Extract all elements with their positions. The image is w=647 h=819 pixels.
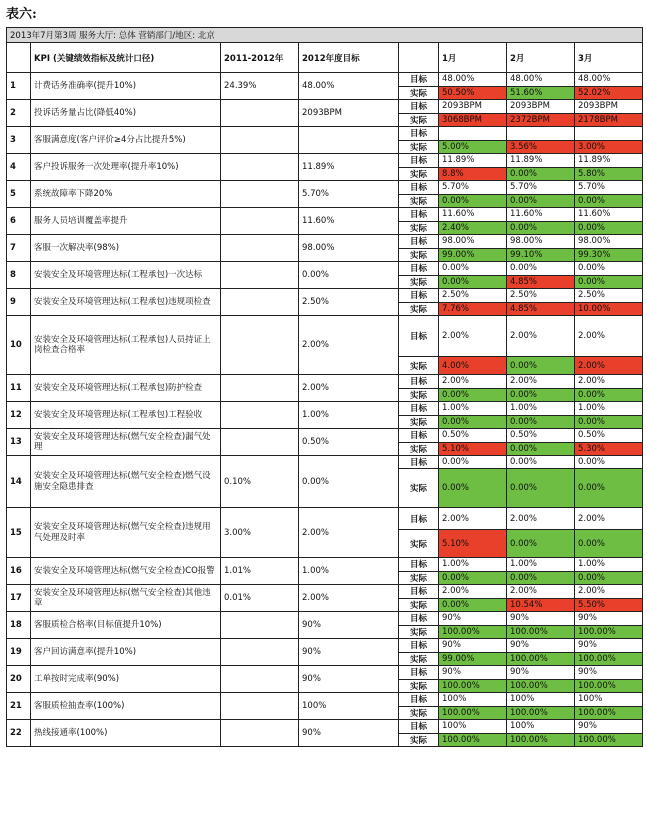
- kind-target-label: 目标: [399, 208, 439, 222]
- kpi-name: 安装安全及环境管理达标(燃气安全检查)违规用气处理及时率: [31, 508, 221, 558]
- kpi-seq: 10: [7, 316, 31, 375]
- kpi-target-2012: 11.60%: [299, 208, 399, 235]
- kpi-seq: 7: [7, 235, 31, 262]
- actual-month-1: 50.50%: [439, 86, 507, 100]
- actual-month-2: 0.00%: [507, 167, 575, 181]
- kpi-target-2012: 0.00%: [299, 262, 399, 289]
- actual-month-2: 3.56%: [507, 140, 575, 154]
- kpi-name: 热线接通率(100%): [31, 720, 221, 747]
- actual-month-2: 4.85%: [507, 302, 575, 316]
- kind-target-label: 目标: [399, 612, 439, 626]
- table-row: [7, 73, 643, 87]
- kpi-name: 工单按时完成率(90%): [31, 666, 221, 693]
- header-metric: KPI (关键绩效指标及统计口径): [31, 43, 221, 73]
- kind-actual-label: 实际: [399, 530, 439, 558]
- kpi-seq: 11: [7, 375, 31, 402]
- target-month-3: 98.00%: [575, 235, 643, 249]
- kind-target-label: 目标: [399, 127, 439, 141]
- kpi-target-2012: 11.89%: [299, 154, 399, 181]
- kpi-seq: 17: [7, 585, 31, 612]
- target-month-1: 2.00%: [439, 508, 507, 530]
- kpi-seq: 12: [7, 402, 31, 429]
- kind-target-label: 目标: [399, 235, 439, 249]
- actual-month-1: 5.10%: [439, 442, 507, 456]
- actual-month-2: 0.00%: [507, 221, 575, 235]
- target-month-2: 5.70%: [507, 181, 575, 195]
- kind-actual-label: 实际: [399, 167, 439, 181]
- kpi-seq: 9: [7, 289, 31, 316]
- kpi-seq: 1: [7, 73, 31, 100]
- actual-month-3: 5.30%: [575, 442, 643, 456]
- actual-month-3: 10.00%: [575, 302, 643, 316]
- table-row: [7, 375, 643, 389]
- kpi-target-2012: 2.00%: [299, 585, 399, 612]
- kpi-name: 安装安全及环境管理达标(工程承包)工程验收: [31, 402, 221, 429]
- target-month-3: 2.00%: [575, 316, 643, 357]
- target-month-1: 0.50%: [439, 429, 507, 443]
- target-month-3: 0.50%: [575, 429, 643, 443]
- target-month-2: 100%: [507, 720, 575, 734]
- table-caption: 表六:: [6, 7, 37, 22]
- kind-actual-label: 实际: [399, 302, 439, 316]
- kind-target-label: 目标: [399, 720, 439, 734]
- actual-month-1: 100.00%: [439, 625, 507, 639]
- kpi-target-2012: [299, 127, 399, 154]
- target-month-1: 2.00%: [439, 585, 507, 599]
- kind-actual-label: 实际: [399, 625, 439, 639]
- target-month-3: 1.00%: [575, 402, 643, 416]
- target-month-3: 11.89%: [575, 154, 643, 168]
- kpi-target-2012: 90%: [299, 666, 399, 693]
- target-month-3: 2.00%: [575, 375, 643, 389]
- kpi-base: 0.10%: [221, 456, 299, 508]
- table-row: [7, 693, 643, 707]
- actual-month-2: 10.54%: [507, 598, 575, 612]
- actual-month-3: 100.00%: [575, 652, 643, 666]
- kpi-name: 系统故障率下降20%: [31, 181, 221, 208]
- kpi-seq: 8: [7, 262, 31, 289]
- header-base: 2011-2012年: [221, 43, 299, 73]
- actual-month-3: 0.00%: [575, 469, 643, 508]
- target-month-1: 100%: [439, 693, 507, 707]
- target-month-2: 1.00%: [507, 558, 575, 572]
- table-row: [7, 666, 643, 680]
- header-month-3: 3月: [575, 43, 643, 73]
- actual-month-2: 0.00%: [507, 388, 575, 402]
- kind-target-label: 目标: [399, 402, 439, 416]
- kind-actual-label: 实际: [399, 733, 439, 747]
- kpi-seq: 20: [7, 666, 31, 693]
- table-row: [7, 154, 643, 168]
- kpi-target-2012: 98.00%: [299, 235, 399, 262]
- target-month-3: 11.60%: [575, 208, 643, 222]
- actual-month-2: 100.00%: [507, 706, 575, 720]
- kind-actual-label: 实际: [399, 140, 439, 154]
- actual-month-2: 0.00%: [507, 442, 575, 456]
- target-month-1: 2.00%: [439, 316, 507, 357]
- target-month-3: 0.00%: [575, 456, 643, 469]
- kpi-target-2012: 48.00%: [299, 73, 399, 100]
- kpi-seq: 18: [7, 612, 31, 639]
- kind-target-label: 目标: [399, 181, 439, 195]
- actual-month-3: 99.30%: [575, 248, 643, 262]
- kpi-target-2012: 2.00%: [299, 316, 399, 375]
- kpi-base: [221, 316, 299, 375]
- kpi-base: 0.01%: [221, 585, 299, 612]
- actual-month-2: 2372BPM: [507, 113, 575, 127]
- target-month-3: 48.00%: [575, 73, 643, 87]
- target-month-1: 2.00%: [439, 375, 507, 389]
- actual-month-1: 8.8%: [439, 167, 507, 181]
- kind-actual-label: 实际: [399, 442, 439, 456]
- kpi-target-2012: 1.00%: [299, 402, 399, 429]
- target-month-2: 90%: [507, 639, 575, 653]
- kpi-target-2012: 0.00%: [299, 456, 399, 508]
- target-month-2: 2.00%: [507, 508, 575, 530]
- kpi-base: [221, 289, 299, 316]
- kpi-seq: 15: [7, 508, 31, 558]
- table-row: [7, 639, 643, 653]
- kpi-name: 安装安全及环境管理达标(工程承包)违规项检查: [31, 289, 221, 316]
- actual-month-1: 0.00%: [439, 388, 507, 402]
- actual-month-3: 0.00%: [575, 388, 643, 402]
- kpi-target-2012: 2.00%: [299, 375, 399, 402]
- kind-target-label: 目标: [399, 666, 439, 680]
- kpi-base: [221, 154, 299, 181]
- target-month-1: 100%: [439, 720, 507, 734]
- header-month-2: 2月: [507, 43, 575, 73]
- kpi-name: 客服满意度(客户评价≥4分占比提升5%): [31, 127, 221, 154]
- target-month-1: 90%: [439, 612, 507, 626]
- actual-month-3: 0.00%: [575, 275, 643, 289]
- kpi-base: [221, 402, 299, 429]
- kpi-target-2012: 90%: [299, 720, 399, 747]
- target-month-2: 0.00%: [507, 456, 575, 469]
- target-month-1: 2.50%: [439, 289, 507, 303]
- target-month-2: 0.00%: [507, 262, 575, 276]
- kpi-name: 客户投诉服务一次处理率(提升率10%): [31, 154, 221, 181]
- kind-actual-label: 实际: [399, 679, 439, 693]
- kpi-name: 安装安全及环境管理达标(燃气安全检查)燃气设施安全隐患排查: [31, 456, 221, 508]
- kpi-target-2012: 2.50%: [299, 289, 399, 316]
- target-month-3: 90%: [575, 612, 643, 626]
- kpi-name: 安装安全及环境管理达标(燃气安全检查)其他违章: [31, 585, 221, 612]
- target-month-2: 90%: [507, 666, 575, 680]
- kpi-target-2012: 90%: [299, 612, 399, 639]
- table-row: [7, 508, 643, 530]
- kind-target-label: 目标: [399, 558, 439, 572]
- kind-actual-label: 实际: [399, 706, 439, 720]
- kpi-base: [221, 429, 299, 456]
- target-month-2: 2.00%: [507, 585, 575, 599]
- target-month-3: 90%: [575, 666, 643, 680]
- kpi-target-2012: 2.00%: [299, 508, 399, 558]
- kind-target-label: 目标: [399, 585, 439, 599]
- table-row: [7, 235, 643, 249]
- kind-target-label: 目标: [399, 456, 439, 469]
- table-row: [7, 402, 643, 416]
- target-month-1: 2093BPM: [439, 100, 507, 114]
- table-row: [7, 429, 643, 443]
- kpi-base: [221, 693, 299, 720]
- kpi-seq: 13: [7, 429, 31, 456]
- actual-month-1: 100.00%: [439, 706, 507, 720]
- target-month-3: 1.00%: [575, 558, 643, 572]
- actual-month-3: 0.00%: [575, 221, 643, 235]
- kpi-target-2012: 0.50%: [299, 429, 399, 456]
- kind-actual-label: 实际: [399, 221, 439, 235]
- actual-month-2: 0.00%: [507, 469, 575, 508]
- kind-actual-label: 实际: [399, 248, 439, 262]
- kpi-target-2012: 90%: [299, 639, 399, 666]
- actual-month-2: 0.00%: [507, 415, 575, 429]
- actual-month-1: 2.40%: [439, 221, 507, 235]
- kpi-name: 客户回访满意率(提升10%): [31, 639, 221, 666]
- target-month-2: 2.00%: [507, 375, 575, 389]
- kind-actual-label: 实际: [399, 275, 439, 289]
- target-month-3: 100%: [575, 693, 643, 707]
- kpi-name: 客服一次解决率(98%): [31, 235, 221, 262]
- target-month-2: 2.50%: [507, 289, 575, 303]
- header-seq: [7, 43, 31, 73]
- kpi-base: [221, 666, 299, 693]
- target-month-3: [575, 127, 643, 141]
- actual-month-3: 2.00%: [575, 357, 643, 375]
- target-month-1: 0.00%: [439, 262, 507, 276]
- kpi-seq: 2: [7, 100, 31, 127]
- target-month-1: 11.89%: [439, 154, 507, 168]
- kpi-name: 安装安全及环境管理达标(燃气安全检查)漏气处理: [31, 429, 221, 456]
- actual-month-3: 100.00%: [575, 706, 643, 720]
- kpi-base: [221, 208, 299, 235]
- kind-actual-label: 实际: [399, 357, 439, 375]
- target-month-1: 90%: [439, 666, 507, 680]
- target-month-3: 2.00%: [575, 508, 643, 530]
- target-month-1: 1.00%: [439, 558, 507, 572]
- kpi-name: 客服质检合格率(目标值提升10%): [31, 612, 221, 639]
- kpi-name: 投诉话务量占比(降低40%): [31, 100, 221, 127]
- actual-month-1: 0.00%: [439, 415, 507, 429]
- kind-target-label: 目标: [399, 429, 439, 443]
- actual-month-2: 51.60%: [507, 86, 575, 100]
- kpi-table: [6, 27, 643, 747]
- kpi-target-2012: 1.00%: [299, 558, 399, 585]
- actual-month-1: 99.00%: [439, 248, 507, 262]
- actual-month-2: 0.00%: [507, 530, 575, 558]
- actual-month-2: 0.00%: [507, 194, 575, 208]
- target-month-2: 90%: [507, 612, 575, 626]
- kind-target-label: 目标: [399, 73, 439, 87]
- kpi-base: [221, 181, 299, 208]
- kpi-name: 安装安全及环境管理达标(工程承包)一次达标: [31, 262, 221, 289]
- table-row: [7, 289, 643, 303]
- actual-month-1: 4.00%: [439, 357, 507, 375]
- header-target-2012: 2012年度目标: [299, 43, 399, 73]
- target-month-2: 11.89%: [507, 154, 575, 168]
- target-month-2: [507, 127, 575, 141]
- actual-month-2: 100.00%: [507, 679, 575, 693]
- kind-actual-label: 实际: [399, 652, 439, 666]
- actual-month-3: 0.00%: [575, 415, 643, 429]
- actual-month-1: 0.00%: [439, 598, 507, 612]
- kind-target-label: 目标: [399, 154, 439, 168]
- kpi-base: [221, 100, 299, 127]
- kpi-seq: 21: [7, 693, 31, 720]
- target-month-1: 5.70%: [439, 181, 507, 195]
- target-month-1: 11.60%: [439, 208, 507, 222]
- actual-month-1: 0.00%: [439, 194, 507, 208]
- actual-month-2: 0.00%: [507, 357, 575, 375]
- kpi-name: 客服质检抽查率(100%): [31, 693, 221, 720]
- kpi-base: [221, 235, 299, 262]
- actual-month-3: 100.00%: [575, 625, 643, 639]
- kpi-seq: 5: [7, 181, 31, 208]
- target-month-3: 90%: [575, 639, 643, 653]
- table-row: [7, 720, 643, 734]
- kind-actual-label: 实际: [399, 86, 439, 100]
- actual-month-1: 3068BPM: [439, 113, 507, 127]
- table-row: [7, 127, 643, 141]
- kpi-base: [221, 639, 299, 666]
- kind-target-label: 目标: [399, 508, 439, 530]
- table-row: [7, 262, 643, 276]
- kind-target-label: 目标: [399, 693, 439, 707]
- target-month-1: 48.00%: [439, 73, 507, 87]
- kind-target-label: 目标: [399, 316, 439, 357]
- actual-month-3: 2178BPM: [575, 113, 643, 127]
- actual-month-3: 5.80%: [575, 167, 643, 181]
- header-month-1: 1月: [439, 43, 507, 73]
- actual-month-1: 99.00%: [439, 652, 507, 666]
- target-month-2: 48.00%: [507, 73, 575, 87]
- table-row: [7, 456, 643, 469]
- target-month-2: 0.50%: [507, 429, 575, 443]
- actual-month-1: 7.76%: [439, 302, 507, 316]
- kpi-name: 安装安全及环境管理达标(工程承包)防护检查: [31, 375, 221, 402]
- kpi-name: 安装安全及环境管理达标(燃气安全检查)CO报警: [31, 558, 221, 585]
- kind-target-label: 目标: [399, 639, 439, 653]
- kpi-seq: 19: [7, 639, 31, 666]
- kpi-seq: 16: [7, 558, 31, 585]
- target-month-3: 2093BPM: [575, 100, 643, 114]
- table-row: [7, 100, 643, 114]
- target-month-3: 2.00%: [575, 585, 643, 599]
- table-row: [7, 585, 643, 599]
- table-row: [7, 316, 643, 357]
- target-month-2: 100%: [507, 693, 575, 707]
- kpi-base: 1.01%: [221, 558, 299, 585]
- actual-month-2: 100.00%: [507, 625, 575, 639]
- kind-actual-label: 实际: [399, 194, 439, 208]
- actual-month-1: 0.00%: [439, 275, 507, 289]
- target-month-2: 2.00%: [507, 316, 575, 357]
- kpi-base: [221, 262, 299, 289]
- actual-month-2: 99.10%: [507, 248, 575, 262]
- kind-target-label: 目标: [399, 375, 439, 389]
- actual-month-3: 0.00%: [575, 571, 643, 585]
- kpi-seq: 14: [7, 456, 31, 508]
- target-month-3: 90%: [575, 720, 643, 734]
- actual-month-2: 4.85%: [507, 275, 575, 289]
- target-month-2: 98.00%: [507, 235, 575, 249]
- kpi-target-2012: 2093BPM: [299, 100, 399, 127]
- kpi-base: 3.00%: [221, 508, 299, 558]
- actual-month-1: 5.00%: [439, 140, 507, 154]
- target-month-1: [439, 127, 507, 141]
- actual-month-3: 0.00%: [575, 530, 643, 558]
- target-month-3: 0.00%: [575, 262, 643, 276]
- target-month-3: 2.50%: [575, 289, 643, 303]
- kpi-seq: 6: [7, 208, 31, 235]
- actual-month-2: 100.00%: [507, 652, 575, 666]
- kpi-base: [221, 720, 299, 747]
- kpi-name: 安装安全及环境管理达标(工程承包)人员持证上岗检查合格率: [31, 316, 221, 375]
- table-row: [7, 181, 643, 195]
- actual-month-3: 3.00%: [575, 140, 643, 154]
- target-month-2: 11.60%: [507, 208, 575, 222]
- kpi-name: 服务人员培训覆盖率提升: [31, 208, 221, 235]
- kind-actual-label: 实际: [399, 469, 439, 508]
- table-row: [7, 208, 643, 222]
- kpi-base: [221, 612, 299, 639]
- table-row: [7, 612, 643, 626]
- actual-month-1: 0.00%: [439, 571, 507, 585]
- target-month-1: 1.00%: [439, 402, 507, 416]
- actual-month-3: 52.02%: [575, 86, 643, 100]
- actual-month-2: 0.00%: [507, 571, 575, 585]
- kpi-base: [221, 375, 299, 402]
- actual-month-3: 5.50%: [575, 598, 643, 612]
- kpi-seq: 3: [7, 127, 31, 154]
- target-month-1: 90%: [439, 639, 507, 653]
- actual-month-1: 100.00%: [439, 733, 507, 747]
- kpi-seq: 4: [7, 154, 31, 181]
- target-month-2: 1.00%: [507, 402, 575, 416]
- actual-month-3: 100.00%: [575, 733, 643, 747]
- kpi-target-2012: 5.70%: [299, 181, 399, 208]
- actual-month-3: 0.00%: [575, 194, 643, 208]
- actual-month-3: 100.00%: [575, 679, 643, 693]
- kind-actual-label: 实际: [399, 113, 439, 127]
- kpi-name: 计费话务准确率(提升10%): [31, 73, 221, 100]
- kind-actual-label: 实际: [399, 571, 439, 585]
- kind-actual-label: 实际: [399, 598, 439, 612]
- actual-month-2: 100.00%: [507, 733, 575, 747]
- table-banner: 2013年7月第3周 服务大厅: 总体 营销部门/地区: 北京: [7, 28, 643, 43]
- header-kind: [399, 43, 439, 73]
- actual-month-1: 5.10%: [439, 530, 507, 558]
- table-row: [7, 558, 643, 572]
- kind-actual-label: 实际: [399, 415, 439, 429]
- kpi-target-2012: 100%: [299, 693, 399, 720]
- kpi-base: [221, 127, 299, 154]
- kpi-seq: 22: [7, 720, 31, 747]
- target-month-1: 98.00%: [439, 235, 507, 249]
- actual-month-1: 0.00%: [439, 469, 507, 508]
- kind-target-label: 目标: [399, 100, 439, 114]
- kind-target-label: 目标: [399, 289, 439, 303]
- target-month-3: 5.70%: [575, 181, 643, 195]
- kind-actual-label: 实际: [399, 388, 439, 402]
- kpi-base: 24.39%: [221, 73, 299, 100]
- actual-month-1: 100.00%: [439, 679, 507, 693]
- kind-target-label: 目标: [399, 262, 439, 276]
- target-month-1: 0.00%: [439, 456, 507, 469]
- target-month-2: 2093BPM: [507, 100, 575, 114]
